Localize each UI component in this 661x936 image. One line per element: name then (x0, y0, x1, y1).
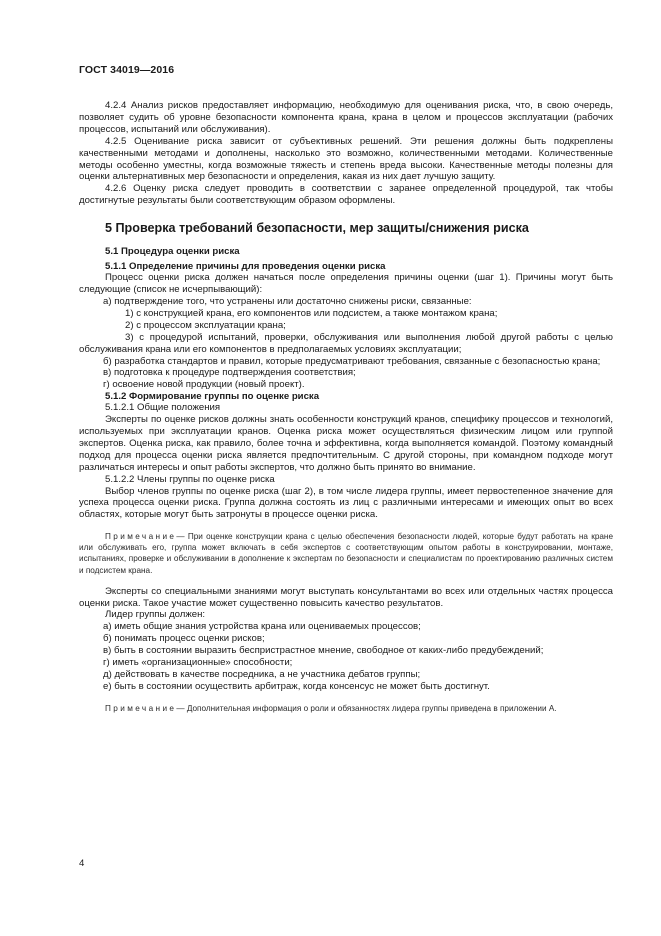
note-2 (79, 703, 613, 714)
list-item-g: г) освоение новой продукции (новый проект). (103, 379, 305, 391)
list-item-b: б) разработка стандартов и правил, которые предусматривают требования, связанные с безопасностью крана; (103, 355, 601, 367)
leader-item-d: д) действовать в качестве посредника, а не участника дебатов группы; (103, 669, 421, 680)
leader-item-b: б) понимать процесс оценки рисков; (103, 633, 265, 645)
list-item-a: а) подтверждение того, что устранены или достаточно снижены риски, связанные: (103, 295, 472, 307)
paragraph-5-1-1: Процесс оценки риска должен начаться после определения причины оценки (шаг 1). Причины могут быть следующие (список не исчерпывающий): (79, 272, 613, 296)
paragraph-5-1-2-2: Выбор членов группы по оценке риска (шаг 2), в том числе лидера группы, имеет первостепенное значение для успеха процесса оценки риска. Группа должна состоять из лиц с различными интересами и имеющих опыт во всех областях, которые могут быть затронуты в процессе оценки риска. (79, 485, 613, 521)
document-header: ГОСТ 34019—2016 (79, 64, 175, 76)
clauses-4-2 (79, 100, 613, 207)
note-2-text: — Дополнительная информация о роли и обязанностях лидера группы приведена в приложении А. (176, 703, 557, 713)
section-5-title: 5 Проверка требований безопасности, мер защиты/снижения риска (105, 221, 529, 236)
clause-4-2-5: 4.2.5 Оценивание риска зависит от субъективных решений. Эти решения должны быть подкреплены качественными методами и дополнены, насколько это возможно, количественными методами. Количественные методы особенно уместны, когда возможные тяжесть и степень вреда высоки. Качественные методы полезны для оценки альтернативных мер безопасности и определения, какая из них дает лучшую защиту. (79, 135, 613, 183)
list-item-a1: 1) с конструкцией крана, его компонентов или подсистем, а также монтажом крана; (125, 307, 498, 319)
note-1 (79, 531, 613, 575)
page-number: 4 (79, 858, 85, 869)
list-item-a2: 2) с процессом эксплуатации крана; (125, 319, 286, 331)
leader-item-e: е) быть в состоянии осуществить арбитраж, когда консенсус не может быть достигнут. (103, 680, 490, 692)
heading-5-1-2-2: 5.1.2.2 Члены группы по оценке риска (105, 473, 275, 485)
clause-4-2-4: 4.2.4 Анализ рисков предоставляет информацию, необходимую для оценивания риска, что, в свою очередь, позволяет судить об уровне безопасности компонента крана, крана в целом и процессов эксплуатации (рабочих процессов, испытаний или обслуживания). (79, 100, 613, 135)
heading-5-1-2: 5.1.2 Формирование группы по оценке риска (105, 391, 320, 403)
leader-item-g: г) иметь «организационные» способности; (103, 657, 293, 669)
note-2-label: Примечание (105, 703, 177, 713)
paragraph-experts: Эксперты со специальными знаниями могут выступать консультантами во всех или отдельных частях процесса оценки риска. Такое участие может существенно повысить качество результатов. (79, 585, 613, 609)
page-body (79, 64, 613, 724)
leader-item-v: в) быть в состоянии выразить беспристрастное мнение, свободное от каких-либо предубеждений; (103, 645, 544, 657)
heading-5-1-1: 5.1.1 Определение причины для проведения оценки риска (105, 261, 386, 273)
list-item-v: в) подготовка к процедуре подтверждения соответствия; (103, 367, 356, 379)
note-1-label: Примечание (105, 532, 177, 542)
paragraph-5-1-2-1: Эксперты по оценке рисков должны знать особенности конструкций кранов, специфику процессов и технологий, используемых при эксплуатации кранов. Оценка риска может осуществляться физическим лицом или группой экспертов. Оценка риска, как правило, более точна и эффективна, когда выполняется командой. Поэтому командный подход для процесса оценки риска является предпочтительным. С другой стороны, при командном подходе могут различаться интересы и опыт работы экспертов, что должно быть принято во внимание. (79, 414, 613, 473)
heading-5-1-2-1: 5.1.2.1 Общие положения (105, 402, 221, 414)
note-1-text: — При оценке конструкции крана с целью обеспечения безопасности людей, которые будут работать на кране или обслуживать его, группа может включать в себя экспертов с соответствующим опытом работы в конструировании, монтаже, испытаниях, проверке и обслуживании в дополнение к экспертам по безопасности и специалистам по проектированию различных систем и подсистем крана. (79, 532, 613, 575)
clause-4-2-6: 4.2.6 Оценку риска следует проводить в соответствии с заранее определенной процедурой, так чтобы достигнутые результаты были соответствующим образом оформлены. (79, 183, 613, 207)
heading-5-1: 5.1 Процедура оценки риска (105, 246, 240, 258)
paragraph-leader: Лидер группы должен: (105, 609, 206, 621)
leader-item-a: а) иметь общие знания устройства крана или оцениваемых процессов; (103, 621, 421, 633)
list-item-a3: 3) с процедурой испытаний, проверки, обслуживания или выполнения любой другой работы с целью обслуживания крана или его компонентов в предполагаемых условиях эксплуатации; (79, 331, 613, 355)
